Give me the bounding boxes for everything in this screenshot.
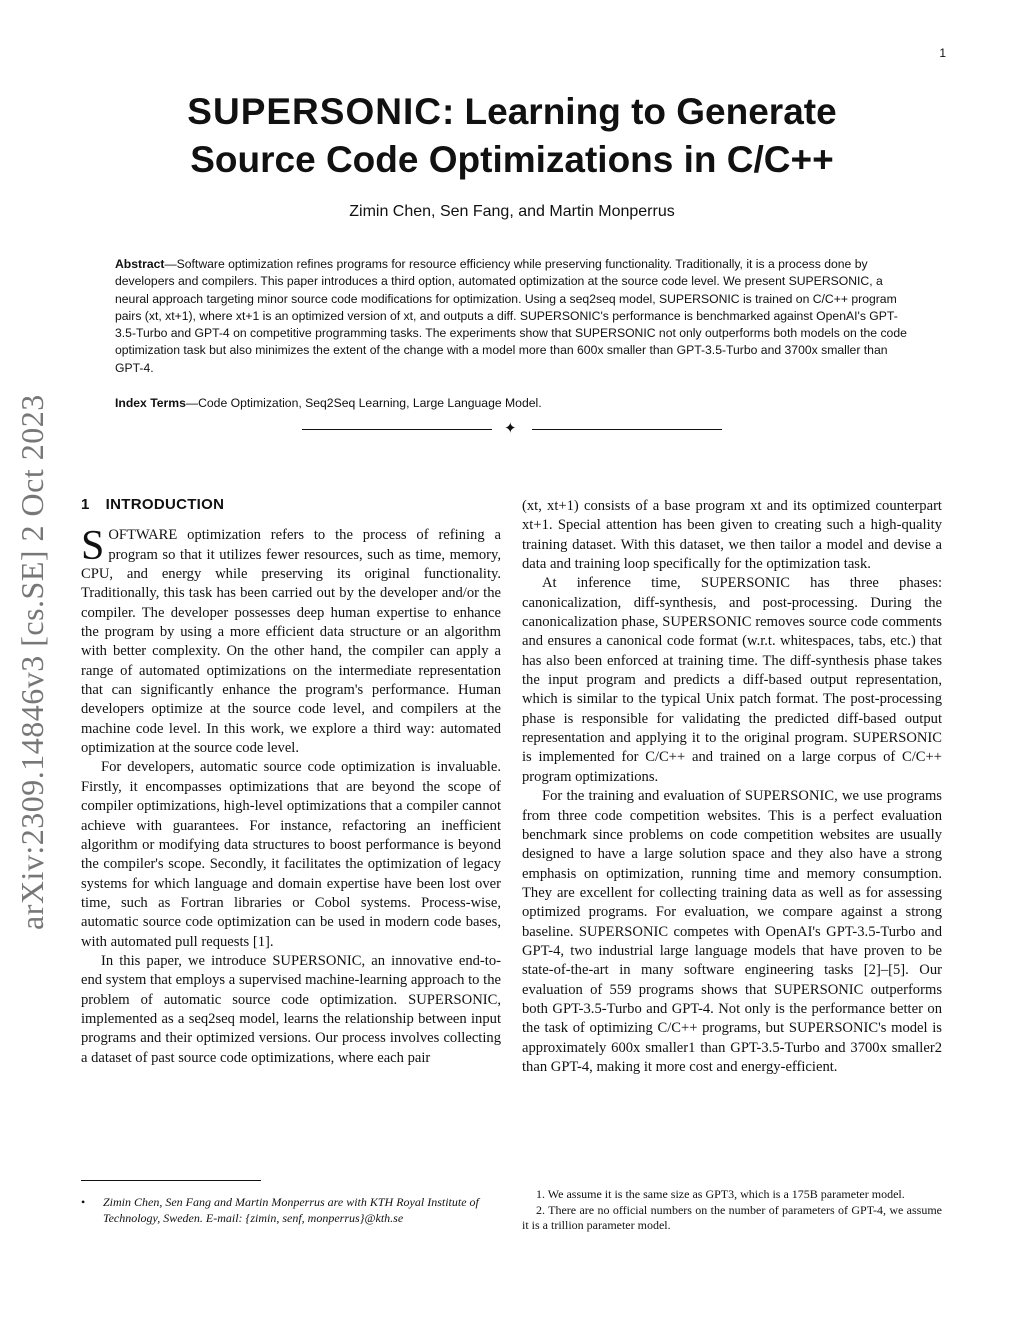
index-terms-label: Index Terms <box>115 396 186 410</box>
section-heading <box>81 495 501 514</box>
intro-paragraph-6: For the training and evaluation of SUPERSONIC, we use programs from three code competition websites. This is a perfect evaluation benchmark since problems on code competition websites are usually designed to have a large solution space and they also have a strong emphasis on optimization, running time and memory consumption. They are excellent for collecting training data as well as for assessing optimized programs. For evaluation, we compare against a strong baseline. SUPERSONIC competes with OpenAI's GPT-3.5-Turbo and GPT-4, two industrial large language models that have proven to be state-of-the-art in many software engineering tasks [2]–[5]. Our evaluation of 559 programs shows that SUPERSONIC outperforms both GPT-3.5-Turbo and GPT-4. Not only is the performance better on the task of optimizing C/C++ programs, but SUPERSONIC's model is approximately 600x smaller1 than GPT-3.5-Turbo and 3700x smaller2 than GPT-4, making it more cost and energy-efficient. <box>522 788 942 1075</box>
intro-paragraph-2: For developers, automatic source code optimization is invaluable. Firstly, it encompasses optimizations that are beyond the scope of compiler optimizations, high-level optimizations that a compiler cannot achieve with guarantees. For instance, refactoring an inefficient algorithm or modifying data structures to boost performance is beyond the compiler's scope. Secondly, it facilitates the optimization of legacy systems for which language and domain expertise have been lost over time, such as Fortran libraries or Cobol systems. Process-wise, automatic source code optimization can be used in modern code bases, with automated pull requests [1]. <box>81 759 501 950</box>
abstract-text: —Software optimization refines programs for resource efficiency while preserving functionality. Traditionally, it is a process done by developers and compilers. This paper introduces a third option, automated optimization at the source code level. We present SUPERSONIC, a neural approach targeting minor source code modifications for optimization. Using a seq2seq model, SUPERSONIC is trained on C/C++ program pairs (xt, xt+1), where xt+1 is an optimized version of xt, and outputs a diff. SUPERSONIC's performance is benchmarked against OpenAI's GPT-3.5-Turbo and GPT-4 on competitive programming tasks. The experiments show that SUPERSONIC not only outperforms both models on the code optimization task but also minimizes the extent of the change with a model more than 600x smaller than GPT-3.5-Turbo and 3700x smaller than GPT-4. <box>115 257 907 375</box>
bullet-icon: • <box>81 1195 86 1209</box>
title-system-name: SUPERSONIC <box>187 91 442 132</box>
arxiv-identifier-stamp: arXiv:2309.14846v3 [cs.SE] 2 Oct 2023 <box>14 394 50 930</box>
footnote-2: 2. There are no official numbers on the number of parameters of GPT-4, we assume it is a trillion parameter model. <box>522 1202 942 1232</box>
index-terms-text: —Code Optimization, Seq2Seq Learning, Large Language Model. <box>185 396 542 410</box>
intro-paragraph-5: At inference time, SUPERSONIC has three phases: canonicalization, diff-synthesis, and post-processing. During the canonicalization phase, SUPERSONIC removes source code comments and ensures a canonical code format (w.r.t. whitespaces, tabs, etc.) that has also been enforced at training time. The diff-synthesis phase takes the input program and predicts a diff-based output representation, which is similar to the typical Unix patch format. The post-processing phase is responsible for validating the predicted diff-based output representation and applying it to the original program. SUPERSONIC is implemented for C/C++ and trained on a large corpus of C/C++ program optimizations. <box>522 575 942 785</box>
index-terms <box>115 396 913 410</box>
right-column <box>522 497 942 1077</box>
intro-paragraph-1 <box>81 523 501 758</box>
affiliation-footnote <box>81 1195 501 1226</box>
intro-paragraph-1-text: optimization refers to the process of refining a program so that it utilizes fewer resources, such as time, memory, CPU, and energy while preserving its original functionality. Traditionally, this task has been carried out by the developer and/or the compiler. The developer possesses deep human expertise to enhance the program by using a more efficient data structure or an algorithm with better complexity. On the other hand, the compiler can apply a range of automated optimizations on the intermediate representation that can significantly enhance the program's performance. Human developers optimize at the source code level, and compilers at the machine code level. In this work, we explore a third way: automated optimization at the source code level. <box>81 527 501 757</box>
affiliation-footnote-text: Zimin Chen, Sen Fang and Martin Monperrus are with KTH Royal Institute of Technology, Sweden. E-mail: {zimin, senf, monperrus}@kth.se <box>103 1195 479 1225</box>
section-divider <box>302 419 722 438</box>
paper-title <box>120 88 904 184</box>
abstract <box>115 256 913 377</box>
intro-paragraph-3: In this paper, we introduce SUPERSONIC, an innovative end-to-end system that employs a supervised machine-learning approach to the problem of automatic source code optimization. SUPERSONIC, implemented as a seq2seq model, learns the relationship between input programs and their optimized versions. Our process involves collecting a dataset of past source code optimizations, where each pair <box>81 952 501 1066</box>
footnotes <box>522 1187 942 1234</box>
divider-line-right <box>532 429 722 430</box>
dropcap-letter: S <box>81 523 105 570</box>
title-line2: Source Code Optimizations in C/C++ <box>190 139 834 180</box>
title-line1-rest: : Learning to Generate <box>441 91 837 132</box>
left-column <box>81 495 501 1068</box>
section-title: INTRODUCTION <box>105 496 225 513</box>
intro-paragraph-4: (xt, xt+1) consists of a base program xt and its optimized counterpart xt+1. Special attention has been given to creating such a high-quality training dataset. With this dataset, we then tailor a model and devise a data and training loop specifically for the optimization task. <box>522 498 942 573</box>
footnote-rule <box>81 1180 261 1181</box>
lead-word: OFTWARE <box>108 527 178 544</box>
divider-star-icon: ✦ <box>504 419 517 437</box>
abstract-label: Abstract <box>115 257 165 271</box>
divider-line-left <box>302 429 492 430</box>
footnote-1: 1. We assume it is the same size as GPT3, which is a 175B parameter model. <box>536 1187 905 1201</box>
author-list: Zimin Chen, Sen Fang, and Martin Monperrus <box>349 203 675 220</box>
page-number: 1 <box>939 46 946 60</box>
section-number: 1 <box>81 496 90 513</box>
